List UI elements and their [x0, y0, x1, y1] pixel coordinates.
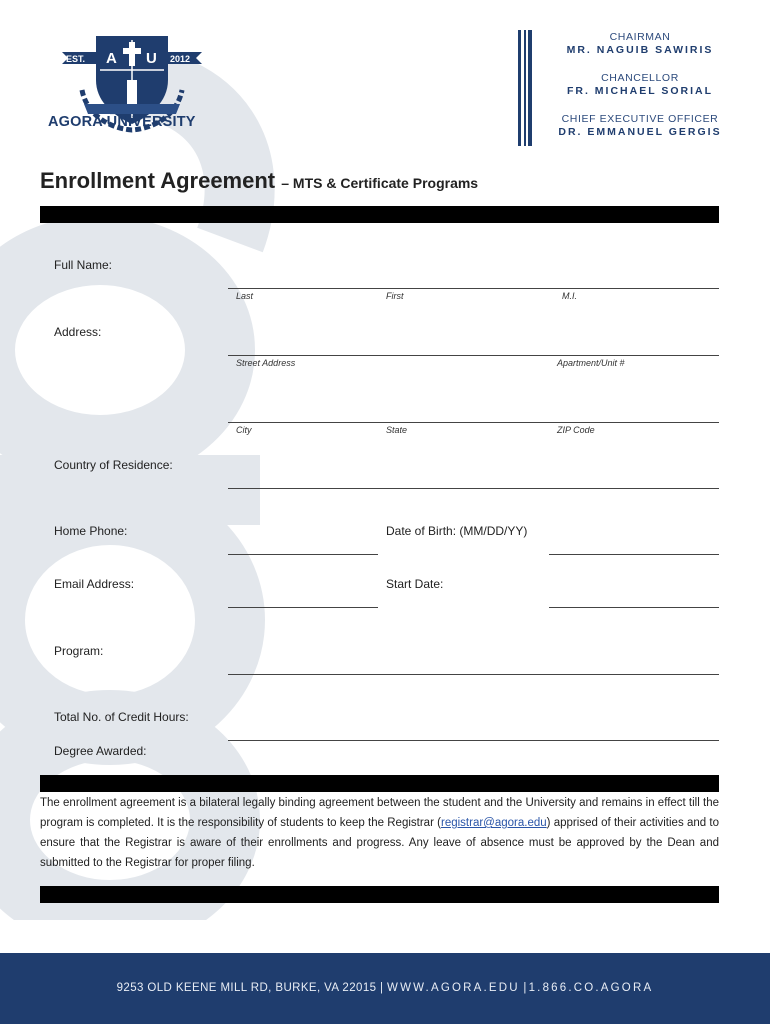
- officer-ceo: [540, 113, 740, 139]
- officer-name: MR. NAGUIB SAWIRIS: [566, 44, 714, 56]
- footer-phone: |1.866.CO.AGORA: [523, 982, 654, 994]
- title-main: Enrollment Agreement: [40, 168, 276, 193]
- caption-zip: ZIP Code: [557, 425, 595, 435]
- agreement-paragraph: [40, 793, 719, 873]
- caption-apartment: Apartment/Unit #: [557, 358, 625, 368]
- header-divider-bars: [518, 30, 534, 146]
- degree-label: Degree Awarded:: [54, 744, 147, 758]
- credit-hours-label: Total No. of Credit Hours:: [54, 710, 189, 724]
- monogram-u: U: [146, 50, 157, 67]
- section-divider-middle: [40, 775, 719, 792]
- caption-mi: M.I.: [562, 291, 577, 301]
- officer-chancellor: [540, 72, 740, 98]
- full-name-label: Full Name:: [54, 258, 113, 272]
- university-name: AGORA UNIVERSITY: [48, 114, 196, 130]
- address-label: Address:: [54, 325, 102, 339]
- country-label: Country of Residence:: [54, 458, 173, 472]
- section-divider-top: [40, 206, 719, 223]
- title-subtitle: – MTS & Certificate Programs: [281, 175, 479, 191]
- est-label: EST.: [66, 54, 86, 64]
- officer-chairman: [540, 31, 740, 57]
- registrar-email-link[interactable]: registrar@agora.edu: [441, 817, 547, 829]
- program-line[interactable]: [228, 674, 719, 675]
- officer-role: CHIEF EXECUTIVE OFFICER: [561, 113, 719, 125]
- caption-street: Street Address: [236, 358, 296, 368]
- email-label: Email Address:: [54, 577, 135, 591]
- footer-address: 9253 OLD KEENE MILL RD, BURKE, VA 22015: [116, 982, 377, 994]
- page-footer: [0, 953, 770, 1024]
- section-divider-bottom: [40, 886, 719, 903]
- footer-separator: |: [380, 982, 384, 994]
- street-address-line[interactable]: [228, 355, 719, 356]
- est-year: 2012: [170, 54, 191, 64]
- country-line[interactable]: [228, 488, 719, 489]
- caption-state: State: [386, 425, 408, 435]
- home-phone-line[interactable]: [228, 554, 378, 555]
- officer-name: FR. MICHAEL SORIAL: [566, 85, 714, 97]
- agreement-text-end: ) apprised of their activities and to ensure that the Registrar is aware of their enrollments and progress. Any leave of absence must be approved by the Dean and submitted to the Registrar for proper filing.: [40, 817, 720, 869]
- officer-name: DR. EMMANUEL GERGIS: [558, 126, 722, 138]
- email-line[interactable]: [228, 607, 378, 608]
- program-label: Program:: [54, 644, 104, 658]
- full-name-line[interactable]: [228, 288, 719, 289]
- officer-role: CHAIRMAN: [609, 31, 671, 43]
- dob-label: Date of Birth: (MM/DD/YY): [386, 524, 528, 538]
- caption-first: First: [386, 291, 404, 301]
- caption-city: City: [236, 425, 252, 435]
- footer-website[interactable]: WWW.AGORA.EDU: [387, 982, 520, 994]
- start-date-label: Start Date:: [386, 577, 444, 591]
- start-date-line[interactable]: [549, 607, 719, 608]
- monogram-a: A: [106, 50, 117, 67]
- home-phone-label: Home Phone:: [54, 524, 128, 538]
- city-state-zip-line[interactable]: [228, 422, 719, 423]
- caption-last: Last: [236, 291, 254, 301]
- officer-role: CHANCELLOR: [601, 72, 679, 84]
- page-title: [40, 168, 478, 194]
- dob-line[interactable]: [549, 554, 719, 555]
- credit-hours-line[interactable]: [228, 740, 719, 741]
- agreement-text-start: The enrollment agreement is a bilateral legally binding agreement between the student and the University and remains in effect till the program is completed. It is the responsibility of students to keep the Registrar (: [40, 797, 719, 829]
